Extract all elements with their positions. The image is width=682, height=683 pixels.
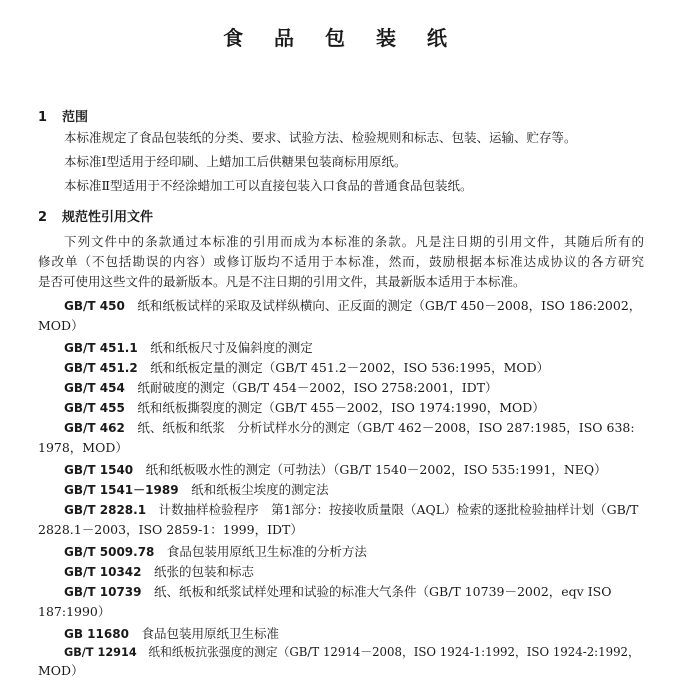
reference-item bbox=[64, 420, 635, 436]
reference-text: 纸和纸板尺寸及偏斜度的测定 bbox=[150, 340, 313, 355]
reference-code: GB/T 1540 bbox=[64, 463, 134, 477]
paragraph-line: 本标准Ⅱ型适用于不经涂蜡加工可以直接包装入口食品的普通食品包装纸。 bbox=[64, 178, 473, 193]
reference-continuation: 2828.1－2003，ISO 2859-1：1999，IDT） bbox=[38, 522, 303, 537]
document-title: 食 品 包 装 纸 bbox=[223, 26, 459, 50]
reference-code: GB 11680 bbox=[64, 627, 129, 641]
reference-item bbox=[64, 584, 611, 600]
reference-text: 纸和纸板试样的采取及试样纵横向、正反面的测定（GB/T 450－2008，ISO 186:2002， bbox=[137, 298, 642, 313]
reference-continuation: MOD） bbox=[38, 318, 84, 333]
reference-code: GB/T 451.1 bbox=[64, 341, 138, 355]
reference-text: 食品包装用原纸卫生标准 bbox=[141, 626, 279, 641]
paragraph-line: 本标准规定了食品包装纸的分类、要求、试验方法、检验规则和标志、包装、运输、贮存等。 bbox=[64, 130, 577, 145]
reference-code: GB/T 12914 bbox=[64, 646, 137, 659]
reference-item bbox=[64, 380, 498, 396]
reference-item bbox=[64, 502, 638, 518]
reference-continuation: MOD） bbox=[38, 663, 84, 678]
reference-text: 纸、纸板和纸浆 分析试样水分的测定（GB/T 462－2008，ISO 287:1985，ISO 638: bbox=[137, 420, 635, 435]
reference-item bbox=[64, 544, 367, 560]
reference-item bbox=[64, 340, 313, 356]
section-number: 1 bbox=[38, 110, 48, 125]
reference-text: 纸和纸板尘埃度的测定法 bbox=[191, 482, 329, 497]
reference-item bbox=[64, 564, 254, 580]
reference-code: GB/T 5009.78 bbox=[64, 545, 155, 559]
reference-text: 计数抽样检验程序 第1部分：按接收质量限（AQL）检索的逐批检验抽样计划（GB/T bbox=[158, 502, 639, 517]
paragraph-line: 修改单（不包括勘误的内容）或修订版均不适用于本标准，然而，鼓励根据本标准达成协议的各方研究 bbox=[38, 254, 644, 269]
reference-code: GB/T 10342 bbox=[64, 565, 142, 579]
section-2-heading bbox=[38, 206, 153, 225]
section-title: 规范性引用文件 bbox=[62, 210, 154, 225]
reference-code: GB/T 451.2 bbox=[64, 361, 138, 375]
reference-item bbox=[64, 482, 329, 498]
paragraph-line: 是否可使用这些文件的最新版本。凡是不注日期的引用文件，其最新版本适用于本标准。 bbox=[38, 274, 526, 289]
reference-text: 纸张的包装和标志 bbox=[154, 564, 255, 579]
reference-code: GB/T 462 bbox=[64, 421, 125, 435]
reference-text: 纸、纸板和纸浆试样处理和试验的标准大气条件（GB/T 10739－2002，eqv ISO bbox=[154, 584, 612, 599]
reference-continuation: 187:1990） bbox=[38, 604, 111, 619]
reference-code: GB/T 450 bbox=[64, 299, 125, 313]
reference-text: 纸和纸板吸水性的测定（可勃法）（GB/T 1540－2002，ISO 535:1991，NEQ） bbox=[145, 462, 607, 477]
reference-item bbox=[64, 400, 545, 416]
reference-text: 纸和纸板定量的测定（GB/T 451.2－2002，ISO 536:1995，MOD） bbox=[150, 360, 550, 375]
reference-code: GB/T 10739 bbox=[64, 585, 142, 599]
paragraph-line: 下列文件中的条款通过本标准的引用而成为本标准的条款。凡是注日期的引用文件，其随后所有的 bbox=[64, 234, 644, 249]
reference-item bbox=[64, 644, 640, 661]
reference-code: GB/T 455 bbox=[64, 401, 125, 415]
reference-text: 食品包装用原纸卫生标准的分析方法 bbox=[166, 544, 367, 559]
reference-text: 纸耐破度的测定（GB/T 454－2002，ISO 2758:2001，IDT） bbox=[137, 380, 498, 395]
reference-text: 纸和纸板抗张强度的测定（GB/T 12914－2008，ISO 1924-1:1992，ISO 1924-2:1992， bbox=[148, 645, 640, 659]
reference-continuation: 1978，MOD） bbox=[38, 440, 128, 455]
section-1-heading bbox=[38, 106, 88, 125]
reference-item bbox=[64, 626, 279, 642]
reference-item bbox=[64, 298, 641, 314]
section-number: 2 bbox=[38, 210, 48, 225]
reference-code: GB/T 454 bbox=[64, 381, 125, 395]
reference-code: GB/T 2828.1 bbox=[64, 503, 147, 517]
reference-text: 纸和纸板撕裂度的测定（GB/T 455－2002，ISO 1974:1990，MOD） bbox=[137, 400, 545, 415]
section-title: 范围 bbox=[62, 110, 89, 125]
paragraph-line: 本标准Ⅰ型适用于经印刷、上蜡加工后供糖果包装商标用原纸。 bbox=[64, 154, 407, 169]
reference-item bbox=[64, 360, 549, 376]
reference-item bbox=[64, 462, 607, 478]
reference-code: GB/T 1541－1989 bbox=[64, 483, 179, 497]
